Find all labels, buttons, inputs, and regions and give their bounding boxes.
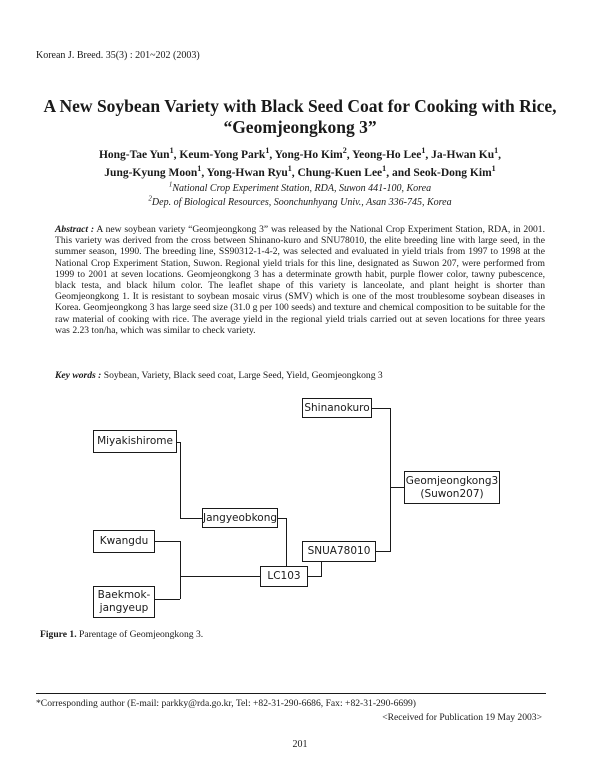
footnote-divider bbox=[36, 693, 546, 694]
node-baekmok-line2: jangyeup bbox=[99, 602, 149, 614]
abstract bbox=[55, 224, 545, 336]
author-affiliation-marker: 1 bbox=[287, 164, 292, 174]
connector-line bbox=[372, 408, 390, 409]
figure-label: Figure 1. bbox=[40, 629, 77, 640]
corresponding-author-footnote: *Corresponding author (E-mail: parkky@rda.go.kr, Tel: +82-31-290-6686, Fax: +82-31-290-6699) bbox=[36, 698, 416, 709]
node-lc103-label: LC103 bbox=[267, 570, 301, 582]
author-affiliation-marker: 1 bbox=[169, 146, 174, 156]
author-affiliation-marker: 1 bbox=[494, 146, 499, 156]
author-affiliation-marker: 1 bbox=[421, 146, 426, 156]
connector-line bbox=[180, 442, 181, 518]
page-number: 201 bbox=[292, 739, 308, 750]
author-affiliation-marker: 1 bbox=[197, 164, 202, 174]
affiliation-1 bbox=[60, 180, 540, 194]
article-title bbox=[40, 96, 560, 138]
connector-line bbox=[180, 576, 260, 577]
author-conjunction: and bbox=[391, 167, 414, 179]
node-geomjeongkong3-line1: Geomjeongkong3 bbox=[405, 474, 499, 487]
author-separator: , bbox=[498, 149, 502, 161]
journal-reference: Korean J. Breed. 35(3) : 201~202 (2003) bbox=[36, 50, 200, 61]
author-name: Yong-Ho Kim bbox=[274, 149, 343, 161]
author-name: Ja-Hwan Ku bbox=[431, 149, 495, 161]
connector-line bbox=[278, 518, 286, 519]
figure-caption-text: Parentage of Geomjeongkong 3. bbox=[79, 629, 204, 640]
connector-line bbox=[155, 541, 180, 542]
author-separator: , bbox=[291, 167, 298, 179]
author-separator: , bbox=[386, 167, 392, 179]
abstract-text: A new soybean variety “Geomjeongkong 3” was released by the National Crop Experiment Station, RDA, in 2001. This variety was derived from the cross between Shinano-kuro and SNU78010, the elite breeding line with large seed, in the summer season, 1990. The breeding line, SS90312-1-4-2, was selected and evaluated in yield trials from 1997 to 1998 at the National Crop Experiment Station, Suwon. Regional yield trials for this line, designated as Suwon 207, were performed from 1999 to 2001 at seven locations. Geomjeongkong 3 has a determinate growth habit, purple flower color, tawny pubescence, black testa, and black hilum color. The leaflet shape of this variety is lanceolate, and plant height is shorter than Geomjeongkong 1. It is resistant to soybean mosaic virus (SMV) which is one of the most troublesome soybean diseases in Korea. Geomjeongkong 3 has large seed size (31.0 g per 100 seeds) and texture and chemical composition to be suitable for the raw material of cooking with rice. The average yield in the regional yield trials carried out at seven locations for three years was 2.23 ton/ha, which was similar to check variety. bbox=[55, 224, 545, 336]
title-line-2: “Geomjeongkong 3” bbox=[223, 117, 377, 137]
author-line-1 bbox=[60, 146, 540, 164]
affiliation-2-text: Dep. of Biological Resources, Soonchunhyang Univ., Asan 336-745, Korea bbox=[151, 197, 452, 208]
node-kwangdu-label: Kwangdu bbox=[99, 535, 149, 547]
abstract-label: Abstract : bbox=[55, 224, 95, 235]
author-separator: , bbox=[269, 149, 275, 161]
author-name: Seok-Dong Kim bbox=[413, 167, 492, 179]
author-name: Jung-Kyung Moon bbox=[104, 167, 198, 179]
affiliation-1-text: National Crop Experiment Station, RDA, Suwon 441-100, Korea bbox=[172, 183, 432, 194]
keywords-label: Key words : bbox=[55, 370, 102, 381]
author-separator: , bbox=[201, 167, 207, 179]
author-affiliation-marker: 1 bbox=[265, 146, 270, 156]
connector-line bbox=[155, 599, 180, 600]
figure-caption bbox=[40, 629, 203, 640]
connector-line bbox=[376, 551, 391, 552]
affiliation-2-marker: 2 bbox=[148, 194, 152, 203]
node-kwangdu bbox=[93, 530, 155, 553]
author-line-2 bbox=[60, 164, 540, 182]
node-miyakishirome-label: Miyakishirome bbox=[97, 435, 173, 447]
received-date: <Received for Publication 19 May 2003> bbox=[382, 712, 542, 723]
affiliation-2 bbox=[60, 194, 540, 208]
node-snua78010 bbox=[302, 541, 376, 562]
node-shinanokuro-label: Shinanokuro bbox=[304, 401, 370, 414]
author-name: Hong-Tae Yun bbox=[98, 149, 170, 161]
author-name: Keum-Yong Park bbox=[179, 149, 266, 161]
author-list bbox=[60, 146, 540, 182]
node-lc103 bbox=[260, 566, 308, 587]
connector-line bbox=[390, 487, 404, 488]
connector-line bbox=[180, 541, 181, 599]
node-shinanokuro bbox=[302, 398, 372, 418]
node-baekmok-line1: Baekmok- bbox=[97, 589, 151, 601]
connector-line bbox=[180, 518, 202, 519]
node-geomjeongkong3-line2: (Suwon207) bbox=[420, 487, 484, 500]
author-affiliation-marker: 1 bbox=[491, 164, 496, 174]
node-jangyeobkong-label: Jangyeobkong bbox=[202, 511, 278, 524]
keywords bbox=[55, 370, 545, 381]
author-affiliation-marker: 1 bbox=[382, 164, 387, 174]
author-affiliation-marker: 2 bbox=[342, 146, 347, 156]
author-name: Yong-Hwan Ryu bbox=[206, 167, 288, 179]
author-separator: , bbox=[346, 149, 353, 161]
title-line-1: A New Soybean Variety with Black Seed Coat for Cooking with Rice, bbox=[43, 96, 557, 116]
keywords-text: Soybean, Variety, Black seed coat, Large Seed, Yield, Geomjeongkong 3 bbox=[103, 370, 383, 381]
node-jangyeobkong bbox=[202, 508, 278, 528]
node-geomjeongkong3 bbox=[404, 471, 500, 504]
author-name: Chung-Kuen Lee bbox=[297, 167, 383, 179]
author-separator: , bbox=[173, 149, 180, 161]
node-miyakishirome bbox=[93, 430, 177, 453]
node-baekmok-jangyeup bbox=[93, 586, 155, 618]
connector-line bbox=[390, 408, 391, 551]
affiliation-1-marker: 1 bbox=[168, 180, 173, 189]
author-separator: , bbox=[425, 149, 432, 161]
author-name: Yeong-Ho Lee bbox=[352, 149, 422, 161]
node-snua78010-label: SNUA78010 bbox=[307, 545, 371, 557]
